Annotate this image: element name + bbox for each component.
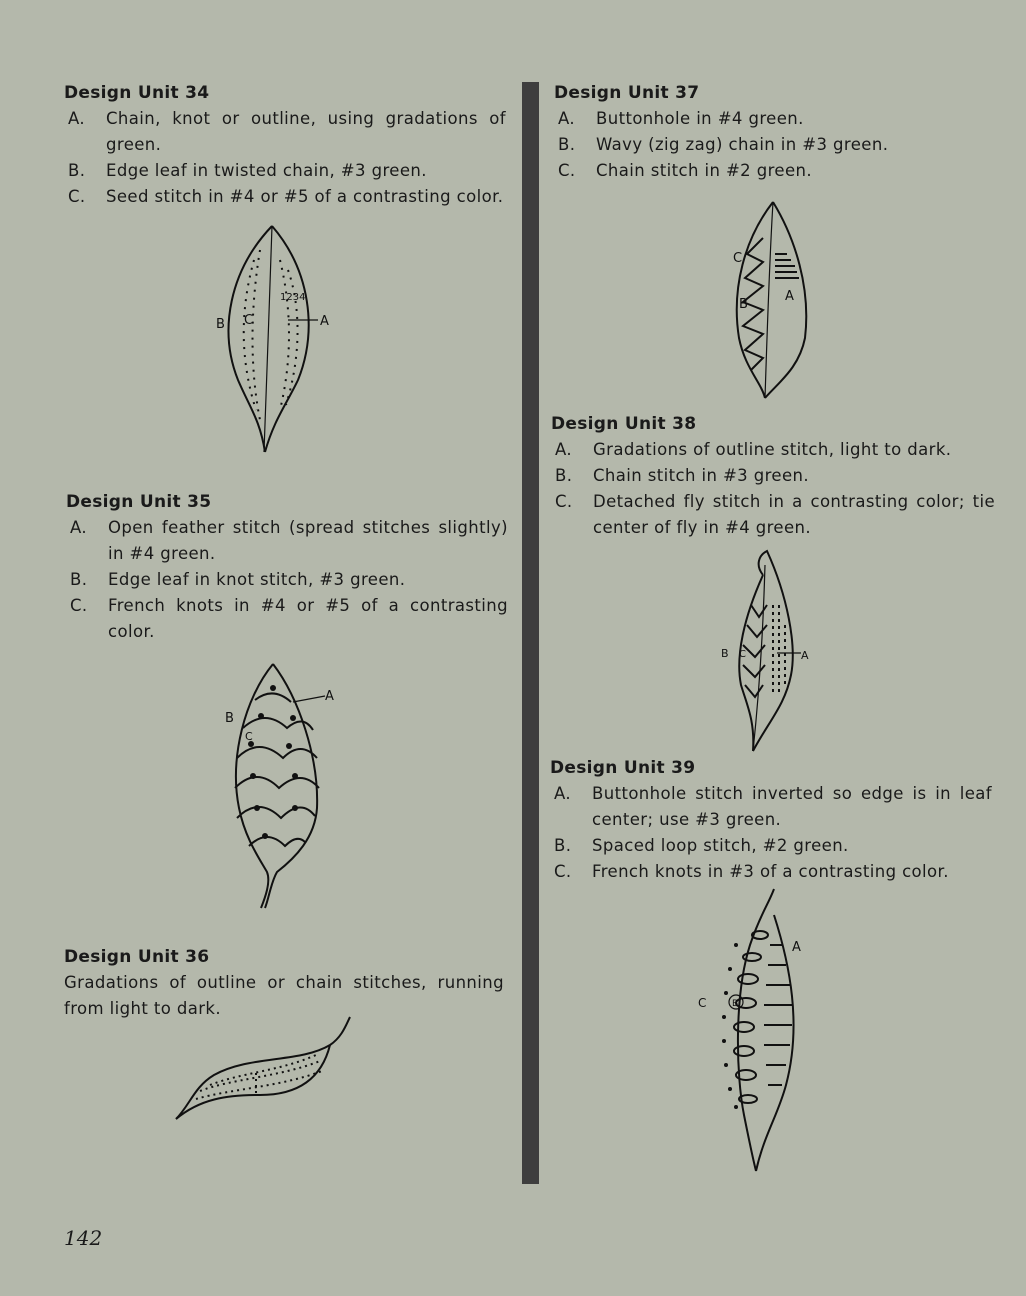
leaf-illustration-37 [725,198,825,403]
list-item: B. Edge leaf in twisted chain, #3 green. [68,161,427,180]
design-unit-38 [551,411,995,541]
svg-text:A: A [325,689,334,704]
list-item: B. Spaced loop stitch, #2 green. [554,836,849,855]
list-item: A. Buttonhole in #4 green. [558,109,804,128]
svg-text:C: C [244,313,254,328]
svg-text:C: C [245,730,253,743]
list-item: A. Buttonhole stitch inverted so edge is in leaf center; use #3 green. [554,784,992,829]
svg-text:B: B [739,297,748,312]
list-item: C. Seed stitch in #4 or #5 of a contrasting color. [68,187,504,206]
svg-text:B: B [216,317,225,332]
svg-text:C: C [698,996,707,1010]
list-item: C. Chain stitch in #2 green. [558,161,813,180]
unit-title: Design Unit 37 [554,83,700,103]
svg-text:A: A [792,940,801,955]
page-number: 142 [64,1226,103,1250]
list-item: C. French knots in #3 of a contrasting color. [554,862,949,881]
list-item: B. Wavy (zig zag) chain in #3 green. [558,135,889,154]
leaf-illustration-34 [200,220,340,460]
design-unit-36 [64,944,504,1022]
leaf-illustration-36 [170,1015,355,1125]
svg-text:A: A [801,649,809,662]
list-item: A. Open feather stitch (spread stitches slightly) in #4 green. [70,518,508,563]
unit-title: Design Unit 39 [550,758,696,778]
unit-description: Gradations of outline or chain stitches, running from light to dark. [64,973,504,1018]
unit-title: Design Unit 35 [66,492,212,512]
leaf-illustration-39 [690,885,820,1175]
unit-title: Design Unit 36 [64,947,210,967]
svg-text:A: A [785,289,794,304]
leaf-illustration-38 [715,545,825,755]
list-item: B. Edge leaf in knot stitch, #3 green. [70,570,406,589]
design-unit-34 [64,80,506,210]
svg-text:1234: 1234 [280,292,306,303]
list-item: A. Chain, knot or outline, using gradations of green. [68,109,506,154]
svg-text:C: C [733,251,743,266]
design-unit-39 [550,755,992,885]
list-item: C. French knots in #4 or #5 of a contrasting color. [70,596,508,641]
column-divider [522,82,539,1184]
design-unit-35 [66,489,508,645]
design-unit-37 [554,80,994,184]
unit-title: Design Unit 34 [64,83,210,103]
svg-text:A: A [320,314,329,329]
leaf-illustration-35 [215,658,345,910]
svg-text:B: B [225,711,234,726]
svg-text:B: B [732,999,739,1009]
list-item: C. Detached fly stitch in a contrasting color; tie center of fly in #4 green. [555,492,995,537]
list-item: A. Gradations of outline stitch, light to dark. [555,440,952,459]
svg-text:B: B [721,647,729,660]
svg-text:C: C [739,649,746,660]
unit-title: Design Unit 38 [551,414,697,434]
list-item: B. Chain stitch in #3 green. [555,466,810,485]
